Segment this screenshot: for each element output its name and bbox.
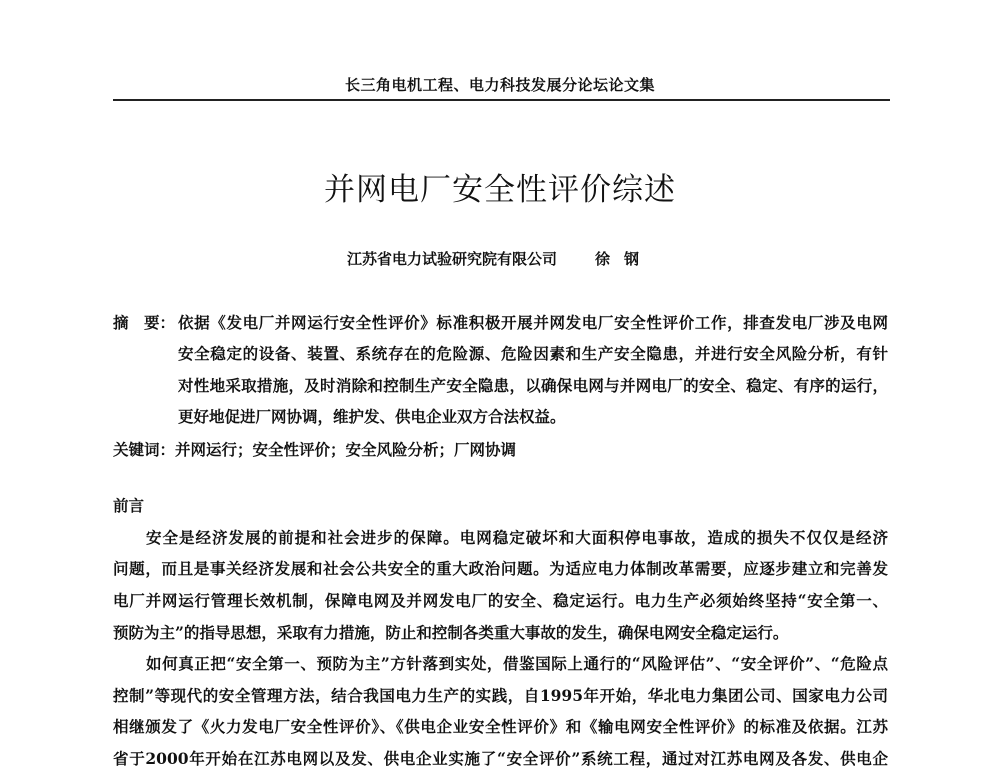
paragraph-line: 预防为主”的指导思想，采取有力措施，防止和控制各类重大事故的发生，确保电网安全稳定运行。 (113, 623, 789, 642)
paragraph-line: 问题，而且是事关经济发展和社会公共安全的重大政治问题。为适应电力体制改革需要，应逐步建立和完善发 (113, 559, 888, 578)
paragraph-line: 如何真正把“安全第一、预防为主”方针落到实处，借鉴国际上通行的“风险评估”、“安全评价”、“危险点 (146, 654, 888, 673)
section-heading: 前言 (113, 496, 145, 515)
abstract-label: 摘 要： (113, 313, 176, 332)
abstract-line: 更好地促进厂网协调，维护发、供电企业双方合法权益。 (178, 407, 566, 426)
header-rule (113, 99, 890, 101)
author-line (0, 248, 1000, 269)
abstract-line: 依据《发电厂并网运行安全性评价》标准积极开展并网发电厂安全性评价工作，排查发电厂涉及电网 (178, 313, 888, 332)
keywords-label: 关键词： (113, 440, 176, 459)
author-affiliation: 江苏省电力试验研究院有限公司 (346, 250, 557, 268)
abstract-line: 安全稳定的设备、装置、系统存在的危险源、危险因素和生产安全隐患，并进行安全风险分析，有针 (178, 344, 888, 363)
paragraph-line: 电厂并网运行管理长效机制，保障电网及并网发电厂的安全、稳定运行。电力生产必须始终坚持“安全第一、 (113, 591, 888, 610)
paragraph-line: 安全是经济发展的前提和社会进步的保障。电网稳定破坏和大面积停电事故，造成的损失不仅仅是经济 (146, 528, 888, 547)
keywords-text: 并网运行；安全性评价；安全风险分析；厂网协调 (175, 440, 517, 459)
running-header: 长三角电机工程、电力科技发展分论坛论文集 (344, 76, 655, 94)
abstract-line: 对性地采取措施，及时消除和控制生产安全隐患，以确保电网与并网电厂的安全、稳定、有序的运行， (178, 376, 888, 395)
keywords (113, 439, 516, 461)
paragraph-line: 控制”等现代的安全管理方法，结合我国电力生产的实践，自1995年开始，华北电力集团公司、国家电力公司 (113, 686, 888, 705)
paragraph-line: 相继颁发了《火力发电厂安全性评价》、《供电企业安全性评价》和《输电网安全性评价》的标准及依据。江苏 (113, 717, 888, 736)
author-name: 徐钢 (595, 250, 654, 268)
paragraph-line: 省于2000年开始在江苏电网以及发、供电企业实施了“安全评价”系统工程，通过对江苏电网及各发、供电企 (113, 749, 888, 768)
page-title: 并网电厂安全性评价综述 (324, 172, 676, 208)
